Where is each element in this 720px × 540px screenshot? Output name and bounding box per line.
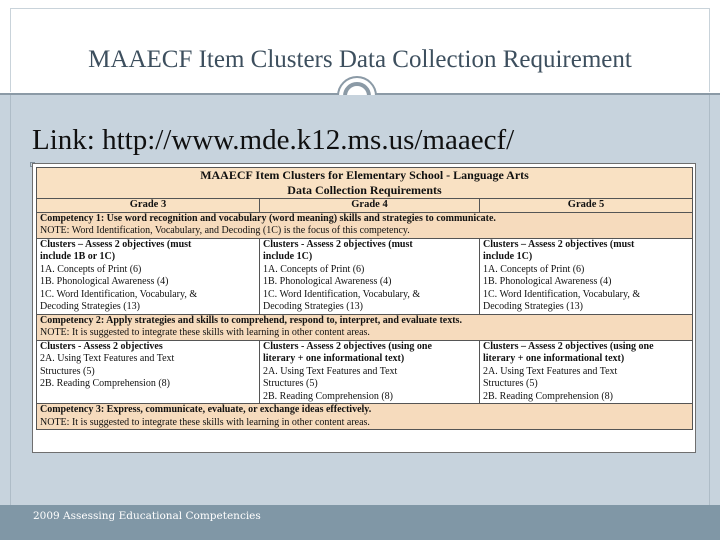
cluster-head: include 1C)	[263, 251, 313, 262]
cluster-item: 1C. Word Identification, Vocabulary, &	[263, 288, 421, 300]
clusters-2-row	[37, 340, 693, 404]
cluster-head: Clusters – Assess 2 objectives (must	[40, 238, 192, 250]
cluster-item: 2B. Reading Comprehension (8)	[40, 378, 170, 389]
cluster-item: Structures (5)	[483, 378, 538, 389]
table-title-row	[37, 168, 693, 199]
cluster-item: 2A. Using Text Features and Text	[483, 365, 618, 377]
cluster-head: Clusters - Assess 2 objectives (using one	[263, 340, 432, 352]
competency-3-row	[37, 404, 693, 430]
cluster-item: Structures (5)	[263, 378, 318, 389]
cluster-head: include 1B or 1C)	[40, 251, 116, 262]
cluster-item: 1B. Phonological Awareness (4)	[483, 276, 612, 287]
competency-2-cell	[37, 314, 693, 340]
competency-2-row	[37, 314, 693, 340]
cluster-item: 1C. Word Identification, Vocabulary, &	[40, 288, 198, 300]
cluster-head: Clusters – Assess 2 objectives (must	[483, 238, 635, 250]
footer-text: 2009 Assessing Educational Competencies	[33, 510, 261, 522]
cluster-item: 2B. Reading Comprehension (8)	[263, 390, 393, 402]
cluster-item: Decoding Strategies (13)	[40, 301, 140, 312]
cluster-item: 1A. Concepts of Print (6)	[263, 263, 365, 275]
grade-4-header: Grade 4	[260, 199, 480, 213]
cluster-item: 2A. Using Text Features and Text	[263, 365, 398, 377]
cluster-head: literary + one informational text)	[483, 353, 625, 364]
link-text[interactable]: Link: http://www.mde.k12.ms.us/maaecf/	[32, 124, 515, 156]
cluster-item: 1B. Phonological Awareness (4)	[40, 276, 169, 287]
slide-title: MAAECF Item Clusters Data Collection Requirement	[88, 46, 632, 73]
clusters-2-grade-3	[37, 340, 260, 404]
requirements-document-image	[32, 163, 696, 453]
clusters-1-row	[37, 238, 693, 314]
cluster-item: 1C. Word Identification, Vocabulary, &	[483, 288, 641, 300]
grade-3-header: Grade 3	[37, 199, 260, 213]
cluster-item: 1A. Concepts of Print (6)	[40, 263, 142, 275]
cluster-item: 2B. Reading Comprehension (8)	[483, 390, 613, 402]
clusters-1-grade-3	[37, 238, 260, 314]
clusters-2-grade-5	[480, 340, 693, 404]
clusters-1-grade-5	[480, 238, 693, 314]
competency-1-cell	[37, 212, 693, 238]
competency-1-heading: Competency 1: Use word recognition and vocabulary (word meaning) skills and strategies to communicate.	[40, 212, 496, 224]
grade-5-header: Grade 5	[480, 199, 693, 213]
cluster-item: Structures (5)	[40, 365, 95, 377]
cluster-head: Clusters - Assess 2 objectives	[40, 340, 163, 352]
competency-1-row	[37, 212, 693, 238]
competency-3-heading: Competency 3: Express, communicate, evaluate, or exchange ideas effectively.	[40, 404, 372, 415]
grade-header-row	[37, 199, 693, 213]
competency-1-note: NOTE: Word Identification, Vocabulary, and Decoding (1C) is the focus of this competency.	[40, 225, 410, 236]
table-title-line-1: MAAECF Item Clusters for Elementary School - Language Arts	[200, 168, 529, 182]
cluster-item: 1B. Phonological Awareness (4)	[263, 276, 392, 287]
clusters-1-grade-4	[260, 238, 480, 314]
table-title	[37, 168, 693, 199]
competency-3-note: NOTE: It is suggested to integrate these skills with learning in other content areas.	[40, 416, 370, 428]
cluster-head: include 1C)	[483, 251, 533, 262]
cluster-head: Clusters – Assess 2 objectives (using one	[483, 340, 654, 352]
requirements-table	[36, 167, 693, 430]
competency-3-cell	[37, 404, 693, 430]
cluster-head: literary + one informational text)	[263, 353, 405, 364]
cluster-item: Decoding Strategies (13)	[263, 301, 363, 312]
cluster-item: 1A. Concepts of Print (6)	[483, 263, 585, 275]
table-title-line-2: Data Collection Requirements	[287, 183, 442, 197]
competency-2-note: NOTE: It is suggested to integrate these skills with learning in other content areas.	[40, 327, 370, 338]
cluster-head: Clusters - Assess 2 objectives (must	[263, 238, 413, 250]
cluster-item: 2A. Using Text Features and Text	[40, 353, 175, 364]
competency-2-heading: Competency 2: Apply strategies and skills to comprehend, respond to, interpret, and evaluate texts.	[40, 314, 462, 326]
cluster-item: Decoding Strategies (13)	[483, 301, 583, 312]
clusters-2-grade-4	[260, 340, 480, 404]
